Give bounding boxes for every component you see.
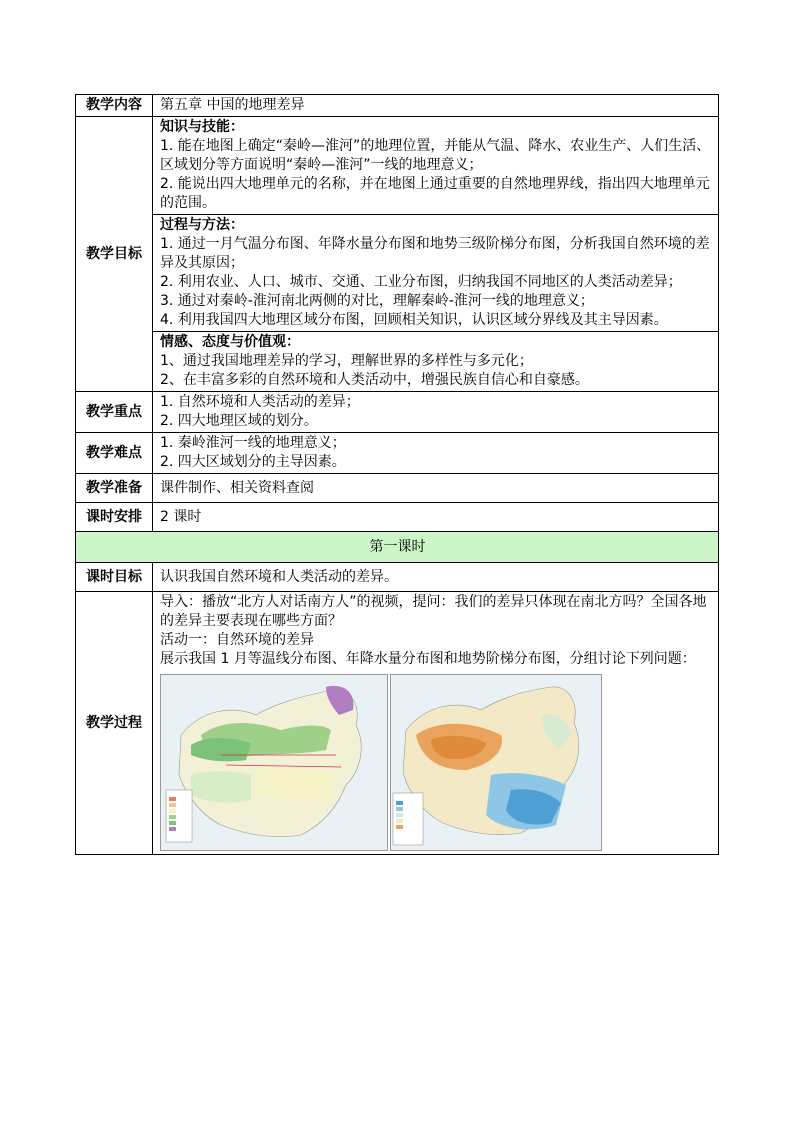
row-goals-knowledge xyxy=(76,117,719,215)
label-schedule: 课时安排 xyxy=(76,503,153,532)
label-prep: 教学准备 xyxy=(76,474,153,503)
difficult-line-2: 2. 四大区域划分的主导因素。 xyxy=(160,454,346,470)
row-schedule xyxy=(76,503,719,532)
precipitation-map-image xyxy=(390,674,602,851)
map-figures xyxy=(160,674,712,851)
row-lesson-goal xyxy=(76,563,719,592)
row-process xyxy=(76,592,719,855)
goals-emotion xyxy=(153,332,719,392)
lesson-goal-text: 认识我国自然环境和人类活动的差异。 xyxy=(153,563,719,592)
banner-text: 第一课时 xyxy=(76,532,719,563)
row-prep xyxy=(76,474,719,503)
process-line-3: 3. 通过对秦岭-淮河南北两侧的对比，理解秦岭-淮河一线的地理意义； xyxy=(160,293,594,309)
row-goals-process xyxy=(76,215,719,332)
label-process: 教学过程 xyxy=(76,592,153,855)
goals-process xyxy=(153,215,719,332)
process-line-2: 2. 利用农业、人口、城市、交通、工业分布图，归纳我国不同地区的人类活动差异； xyxy=(160,274,682,290)
emotion-heading: 情感、态度与价值观： xyxy=(160,334,300,350)
process-intro: 导入：播放“北方人对话南方人”的视频，提问：我们的差异只体现在南北方吗？全国各地的差异主要表现在哪些方面？ xyxy=(160,594,707,629)
goals-knowledge xyxy=(153,117,719,215)
process-content xyxy=(153,592,719,855)
label-goals: 教学目标 xyxy=(76,117,153,392)
process-line-1: 1. 通过一月气温分布图、年降水量分布图和地势三级阶梯分布图，分析我国自然环境的差异及其原因； xyxy=(160,236,710,271)
knowledge-line-2: 2. 能说出四大地理单元的名称，并在地图上通过重要的自然地理界线，指出四大地理单元的范围。 xyxy=(160,176,710,211)
label-lesson-goal: 课时目标 xyxy=(76,563,153,592)
label-key: 教学重点 xyxy=(76,392,153,433)
emotion-line-1: 1、通过我国地理差异的学习，理解世界的多样性与多元化； xyxy=(160,353,533,369)
temperature-map-image xyxy=(160,674,388,851)
difficult-line-1: 1. 秦岭淮河一线的地理意义； xyxy=(160,435,346,451)
row-content xyxy=(76,95,719,117)
prep-text: 课件制作、相关资料查阅 xyxy=(153,474,719,503)
label-difficult: 教学难点 xyxy=(76,433,153,474)
difficult-points xyxy=(153,433,719,474)
process-task: 展示我国 1 月等温线分布图、年降水量分布图和地势阶梯分布图，分组讨论下列问题： xyxy=(160,651,696,667)
process-activity: 活动一：自然环境的差异 xyxy=(160,632,314,648)
lesson-plan-table xyxy=(75,94,719,855)
knowledge-heading: 知识与技能： xyxy=(160,119,244,135)
process-line-4: 4. 利用我国四大地理区域分布图，回顾相关知识，认识区域分界线及其主导因素。 xyxy=(160,312,668,328)
key-line-2: 2. 四大地理区域的划分。 xyxy=(160,413,318,429)
process-heading: 过程与方法： xyxy=(160,217,244,233)
row-key xyxy=(76,392,719,433)
content-text: 第五章 中国的地理差异 xyxy=(153,95,719,117)
schedule-text: 2 课时 xyxy=(153,503,719,532)
key-points xyxy=(153,392,719,433)
label-content: 教学内容 xyxy=(76,95,153,117)
key-line-1: 1. 自然环境和人类活动的差异； xyxy=(160,394,360,410)
knowledge-line-1: 1. 能在地图上确定“秦岭—淮河”的地理位置，并能从气温、降水、农业生产、人们生活、区域划分等方面说明“秦岭—淮河”一线的地理意义； xyxy=(160,138,711,173)
emotion-line-2: 2、在丰富多彩的自然环境和人类活动中，增强民族自信心和自豪感。 xyxy=(160,372,589,388)
row-difficult xyxy=(76,433,719,474)
row-goals-emotion xyxy=(76,332,719,392)
row-banner xyxy=(76,532,719,563)
